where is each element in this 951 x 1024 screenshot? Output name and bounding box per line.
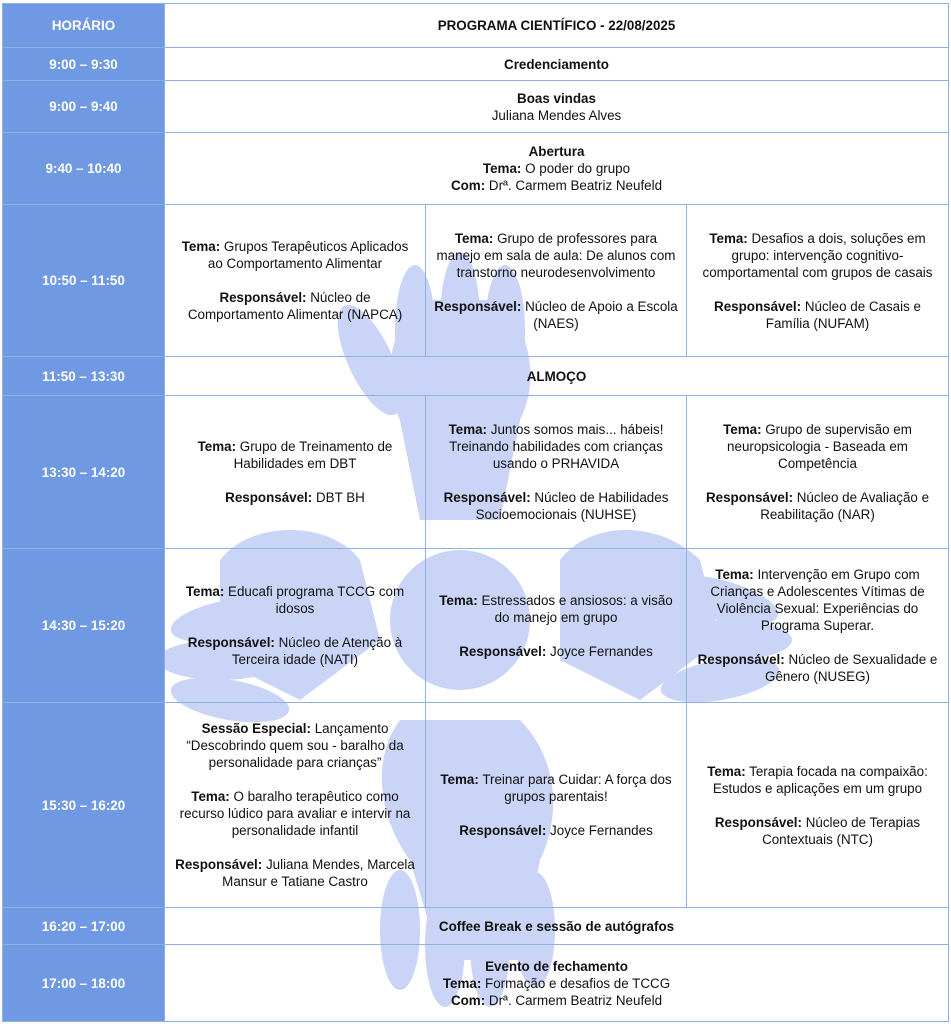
theme-text: Treinar para Cuidar: A força dos grupos parentais! — [482, 772, 672, 804]
table-row — [3, 549, 949, 703]
table-row — [3, 357, 949, 396]
session-cell — [426, 205, 687, 357]
event-theme — [173, 975, 940, 992]
theme-text: Grupo de professores para manejo em sala de aula: De alunos com transtorno neurodesenvolvimento — [436, 230, 676, 280]
speaker-name: Drª. Carmem Beatriz Neufeld — [488, 992, 663, 1008]
session-cell — [165, 205, 426, 357]
event-title: Boas vindas — [517, 90, 596, 106]
time-cell: 16:20 – 17:00 — [3, 908, 165, 945]
session-cell — [165, 703, 426, 908]
theme-label: Tema: — [707, 763, 746, 779]
responsible-label: Responsável: — [714, 814, 802, 830]
theme-label: Tema: — [439, 592, 478, 608]
table-row — [3, 48, 949, 81]
time-cell: 9:00 – 9:30 — [3, 48, 165, 81]
responsible-text: Núcleo de Comportamento Alimentar (NAPCA) — [187, 290, 403, 322]
responsible-label: Responsável: — [175, 857, 263, 872]
theme-label: Tema: — [185, 584, 225, 599]
time-cell: 15:30 – 16:20 — [3, 703, 165, 908]
time-cell: 10:50 – 11:50 — [3, 205, 165, 357]
schedule-table — [2, 3, 949, 1022]
theme-text: O baralho terapêutico como recurso lúdico para avaliar e intervir na personalidade infantil — [179, 789, 411, 838]
responsible-label: Responsável: — [459, 823, 547, 838]
session-cell — [687, 703, 949, 908]
theme-text: Grupo de supervisão em neuropsicologia - Baseada em Competência — [727, 422, 912, 471]
responsible-text: Núcleo de Casais e Família (NUFAM) — [765, 298, 921, 331]
special-session-text: Lançamento “Descobrindo quem sou - baralho da personalidade para crianças” — [186, 721, 404, 770]
theme-text: Estressados e ansiosos: a visão do manejo em grupo — [481, 592, 673, 625]
event-speaker — [173, 992, 940, 1009]
theme-text: Desafios a dois, soluções em grupo: intervenção cognitivo-comportamental com grupos de casais — [702, 230, 933, 280]
theme-text: Grupos Terapêuticos Aplicados ao Comportamento Alimentar — [207, 239, 409, 271]
responsible-label: Responsável: — [219, 290, 307, 305]
program-title: PROGRAMA CIENTÍFICO - 22/08/2025 — [165, 4, 949, 48]
responsible-label: Responsável: — [187, 635, 275, 650]
responsible-label: Responsável: — [697, 652, 785, 667]
time-cell: 13:30 – 14:20 — [3, 396, 165, 549]
table-row — [3, 81, 949, 133]
speaker-name: Drª. Carmem Beatriz Neufeld — [488, 178, 663, 193]
table-row — [3, 396, 949, 549]
theme-label: Tema: — [709, 230, 748, 246]
theme-text: Formação e desafios de TCCG — [485, 975, 671, 991]
theme-text: O poder do grupo — [525, 161, 631, 176]
event-cell — [165, 945, 949, 1022]
special-session-label: Sessão Especial: — [201, 721, 311, 736]
time-cell: 14:30 – 15:20 — [3, 549, 165, 703]
time-cell: 11:50 – 13:30 — [3, 357, 165, 396]
time-cell: 17:00 – 18:00 — [3, 945, 165, 1022]
session-cell — [165, 396, 426, 549]
event-title: Credenciamento — [165, 48, 949, 81]
responsible-text: Joyce Fernandes — [550, 823, 653, 838]
responsible-label: Responsável: — [705, 490, 794, 505]
table-row — [3, 703, 949, 908]
event-cell — [165, 81, 949, 133]
theme-label: Tema: — [454, 230, 494, 246]
responsible-label: Responsável: — [459, 643, 547, 659]
session-cell — [426, 396, 687, 549]
theme-label: Tema: — [181, 239, 221, 254]
table-row — [3, 133, 949, 205]
session-cell — [687, 205, 949, 357]
responsible-text: DBT BH — [315, 490, 365, 505]
event-speaker — [173, 177, 940, 194]
theme-text: Grupo de Treinamento de Habilidades em DBT — [233, 439, 393, 471]
theme-label: Tema: — [442, 975, 482, 991]
theme-text: Terapia focada na compaixão: Estudos e aplicações em um grupo — [712, 763, 928, 796]
table-header-row — [3, 4, 949, 48]
session-cell — [426, 549, 687, 703]
event-title: Coffee Break e sessão de autógrafos — [165, 908, 949, 945]
event-cell — [165, 133, 949, 205]
responsible-text: Joyce Fernandes — [550, 643, 653, 659]
responsible-text: Juliana Mendes, Marcela Mansur e Tatiane Castro — [222, 857, 415, 889]
time-cell: 9:40 – 10:40 — [3, 133, 165, 205]
session-cell — [687, 549, 949, 703]
event-title: Abertura — [528, 144, 585, 159]
responsible-label: Responsável: — [714, 298, 802, 314]
session-cell — [165, 549, 426, 703]
theme-text: Educafi programa TCCG com idosos — [228, 584, 405, 616]
responsible-text: Núcleo de Terapias Contextuais (NTC) — [762, 814, 921, 847]
responsible-label: Responsável: — [434, 298, 522, 314]
session-cell — [687, 396, 949, 549]
theme-label: Tema: — [482, 161, 522, 176]
time-column-header: HORÁRIO — [3, 4, 165, 48]
table-row — [3, 205, 949, 357]
responsible-text: Núcleo de Sexualidade e Gênero (NUSEG) — [765, 652, 938, 684]
event-title: ALMOÇO — [165, 357, 949, 396]
responsible-label: Responsável: — [443, 490, 531, 505]
event-title: Evento de fechamento — [485, 958, 628, 974]
theme-label: Tema: — [197, 439, 237, 454]
responsible-label: Responsável: — [225, 490, 313, 505]
theme-label: Tema: — [191, 789, 230, 804]
theme-text: Juntos somos mais... hábeis! Treinando habilidades com crianças usando o PRHAVIDA — [449, 422, 664, 471]
theme-label: Tema: — [715, 567, 754, 582]
table-row — [3, 908, 949, 945]
theme-label: Tema: — [448, 422, 488, 437]
responsible-text: Núcleo de Habilidades Socioemocionais (NUHSE) — [475, 490, 669, 522]
responsible-text: Núcleo de Avaliação e Reabilitação (NAR) — [760, 490, 930, 522]
responsible-text: Núcleo de Apoio a Escola (NAES) — [525, 298, 678, 331]
table-row — [3, 945, 949, 1022]
time-cell: 9:00 – 9:40 — [3, 81, 165, 133]
theme-text: Intervenção em Grupo com Crianças e Adolescentes Vítimas de Violência Sexual: Experiências do Programa Superar. — [710, 567, 925, 633]
session-cell — [426, 703, 687, 908]
responsible-text: Núcleo de Atenção à Terceira idade (NATI) — [231, 635, 403, 667]
event-theme — [173, 160, 940, 177]
theme-label: Tema: — [723, 422, 762, 437]
theme-label: Tema: — [440, 772, 479, 787]
speaker-label: Com: — [450, 178, 486, 193]
event-person: Juliana Mendes Alves — [491, 107, 622, 123]
speaker-label: Com: — [450, 992, 486, 1008]
